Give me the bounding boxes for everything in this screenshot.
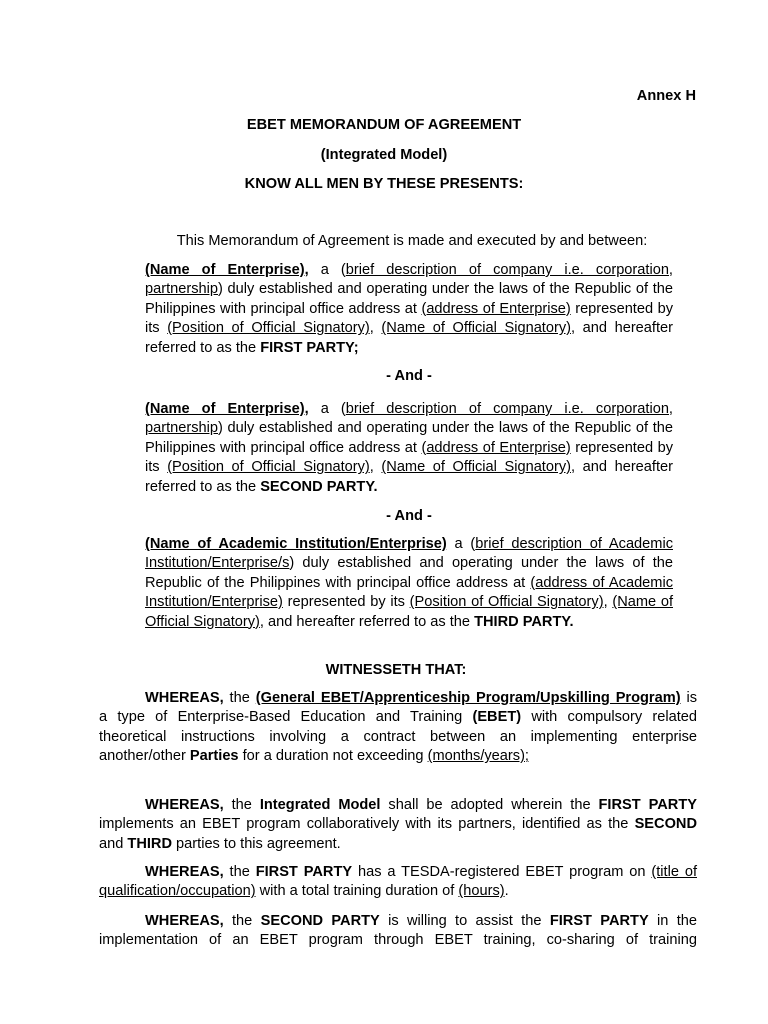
- whereas-label: WHEREAS,: [145, 690, 224, 706]
- text-run: a (: [446, 536, 476, 552]
- text-run: the: [223, 913, 261, 929]
- text-run: is a type of Enterprise-Based Education and Training: [99, 690, 698, 726]
- whereas-clause-2: [99, 796, 697, 854]
- text-run: a (: [308, 262, 346, 278]
- enterprise-address: (address of Enterprise): [421, 439, 571, 456]
- signatory-position: (Position of Official Signatory): [167, 320, 370, 337]
- third-party-paragraph: [145, 535, 673, 632]
- first-party-term: FIRST PARTY: [549, 913, 649, 929]
- whereas-label: WHEREAS,: [145, 864, 224, 880]
- text-run: represented by its: [282, 594, 410, 611]
- text-run: parties to this agreement.: [172, 835, 341, 852]
- ebet-abbrev: (EBET): [472, 709, 522, 726]
- party-name: (Name of Academic Institution/Enterprise): [145, 536, 447, 552]
- text-run: , and hereafter referred to as the: [259, 613, 475, 630]
- whereas-clause-1: [99, 689, 697, 767]
- and-separator: - And -: [386, 508, 432, 524]
- party-name: (Name of Enterprise),: [145, 262, 309, 278]
- witnesseth-heading: WITNESSETH THAT:: [325, 662, 467, 678]
- second-term: SECOND: [634, 816, 697, 833]
- model-term: Integrated Model: [259, 797, 381, 813]
- second-party-term: SECOND PARTY: [260, 913, 380, 929]
- first-party-paragraph: [145, 261, 673, 358]
- signatory-name: (Name of Official Signatory): [381, 320, 571, 337]
- text-run: ,: [369, 320, 382, 337]
- qualification-title: (title of qualification/occupation): [99, 864, 697, 900]
- text-run: with a total training duration of: [255, 883, 459, 900]
- whereas-label: WHEREAS,: [145, 913, 224, 929]
- party-role: FIRST PARTY;: [260, 339, 359, 356]
- text-run: ,: [369, 459, 382, 476]
- text-run: ) duly established and operating under the laws of the Republic of the Philippines with principal office address at: [145, 281, 673, 317]
- text-run: ) duly established and operating under the laws of the Republic of the Philippines with principal office address at: [145, 555, 673, 591]
- text-run: , and hereafter referred to as the: [145, 459, 673, 495]
- institution-address: (address of Academic Institution/Enterprise): [145, 574, 673, 611]
- text-run: .: [504, 883, 509, 900]
- whereas-clause-3: [99, 863, 697, 902]
- text-run: has a TESDA-registered EBET program on: [352, 864, 652, 880]
- company-description: brief description of company i.e. corporation, partnership: [145, 262, 673, 298]
- company-description: brief description of company i.e. corporation, partnership: [145, 401, 673, 437]
- first-party-term: FIRST PARTY: [598, 797, 697, 813]
- text-run: with compulsory related theoretical instructions involving a contract between an implementing enterprise another/other: [99, 709, 698, 765]
- text-run: the: [223, 797, 260, 813]
- text-run: the: [223, 690, 256, 706]
- text-run: , and hereafter referred to as the: [145, 320, 673, 356]
- party-role: THIRD PARTY.: [474, 613, 574, 630]
- document-subtitle: (Integrated Model): [320, 147, 448, 163]
- document-title: EBET MEMORANDUM OF AGREEMENT: [246, 117, 522, 133]
- text-run: represented by its: [145, 439, 673, 476]
- training-hours: (hours): [458, 883, 505, 900]
- third-term: THIRD: [127, 835, 172, 852]
- text-run: for a duration not exceeding: [238, 748, 428, 765]
- party-name: (Name of Enterprise),: [145, 401, 309, 417]
- program-name: (General EBET/Apprenticeship Program/Upskilling Program): [255, 690, 681, 706]
- text-run: the: [223, 864, 256, 880]
- text-run: is willing to assist the: [379, 913, 550, 929]
- text-run: in the implementation of an EBET program through EBET training, co-sharing of training: [99, 913, 697, 949]
- program-duration: (months/years);: [427, 748, 529, 765]
- text-run: ) duly established and operating under the laws of the Republic of the Philippines with principal office address at: [145, 420, 673, 456]
- text-run: a (: [308, 401, 346, 417]
- enterprise-address: (address of Enterprise): [421, 300, 571, 317]
- parties-term: Parties: [189, 748, 239, 765]
- text-run: implements an EBET program collaboratively with its partners, identified as the: [99, 816, 635, 833]
- intro-paragraph: This Memorandum of Agreement is made and executed by and between:: [176, 233, 648, 249]
- annex-label: Annex H: [636, 88, 696, 104]
- signatory-position: (Position of Official Signatory): [409, 594, 604, 611]
- second-party-paragraph: [145, 400, 673, 497]
- institution-description: brief description of Academic Institution/Enterprise/s: [145, 536, 673, 572]
- signatory-name: (Name of Official Signatory): [381, 459, 571, 476]
- text-run: and: [99, 835, 128, 852]
- and-separator: - And -: [386, 368, 432, 384]
- know-all-heading: KNOW ALL MEN BY THESE PRESENTS:: [244, 176, 524, 192]
- signatory-name: (Name of Official Signatory): [145, 594, 673, 630]
- text-run: ,: [603, 594, 613, 611]
- party-role: SECOND PARTY.: [260, 478, 378, 495]
- whereas-label: WHEREAS,: [145, 797, 224, 813]
- first-party-term: FIRST PARTY: [255, 864, 353, 880]
- whereas-clause-4: [99, 912, 697, 951]
- text-run: represented by its: [145, 300, 673, 337]
- text-run: shall be adopted wherein the: [380, 797, 599, 813]
- signatory-position: (Position of Official Signatory): [167, 459, 370, 476]
